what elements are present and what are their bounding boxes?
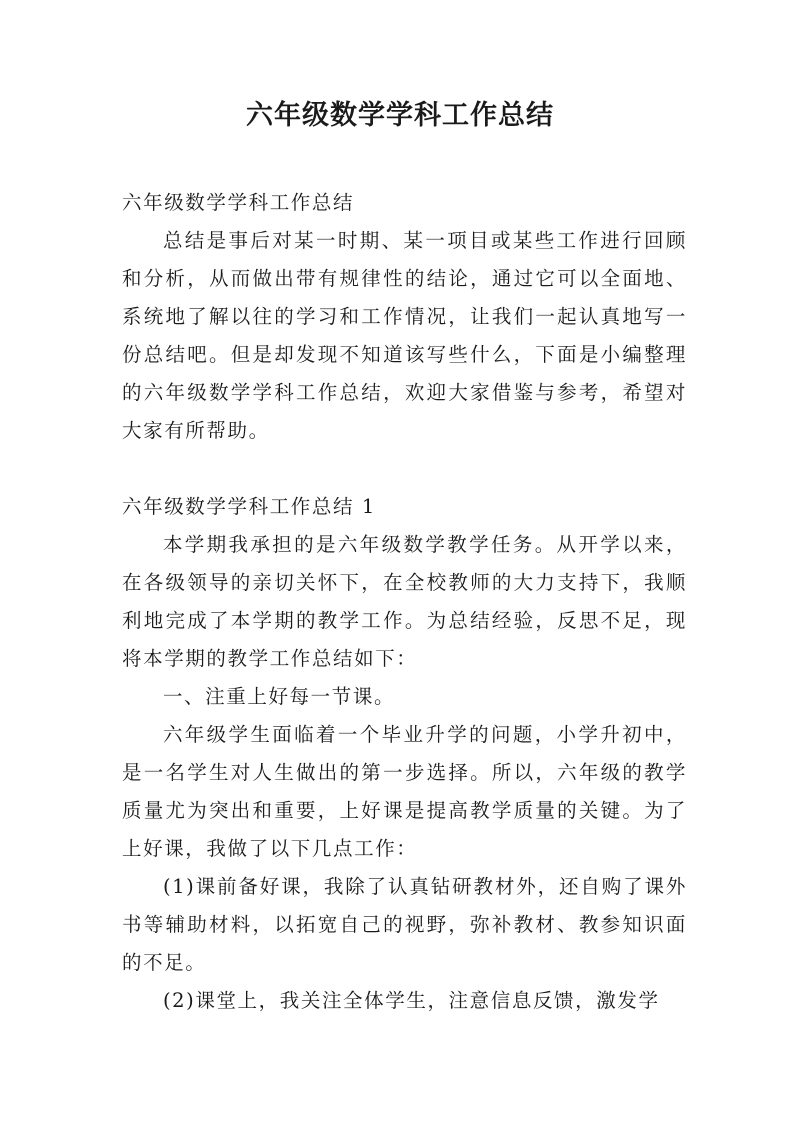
point-paragraph: 六年级学生面临着一个毕业升学的问题，小学升初中，是一名学生对人生做出的第一步选择。所以，六年级的教学质量尤为突出和重要，上好课是提高教学质量的关键。为了上好课，我做了以下几点工作： (122, 723, 687, 860)
document-subtitle: 六年级数学学科工作总结 (122, 191, 355, 214)
list-item: (1)课前备好课，我除了认真钻研教材外，还自购了课外书等辅助材料，以拓宽自己的视野，弥补教材、教参知识面的不足。 (122, 875, 687, 974)
section-heading: 六年级数学学科工作总结 1 (122, 495, 376, 518)
paragraph-gap (122, 450, 687, 488)
intro-paragraph: 总结是事后对某一时期、某一项目或某些工作进行回顾和分析，从而做出带有规律性的结论，通过它可以全面地、系统地了解以往的学习和工作情况，让我们一起认真地写一份总结吧。但是却发现不知道该写些什么，下面是小编整理的六年级数学学科工作总结，欢迎大家借鉴与参考，希望对大家有所帮助。 (122, 229, 687, 442)
list-item: (2)课堂上，我关注全体学生，注意信息反馈，激发学 (162, 989, 660, 1012)
section-paragraph: 本学期我承担的是六年级数学教学任务。从开学以来，在各级领导的亲切关怀下，在全校教师的大力支持下，我顺利地完成了本学期的教学工作。为总结经验，反思不足，现将本学期的教学工作总结如下： (122, 533, 687, 670)
document-title: 六年级数学学科工作总结 (246, 100, 554, 131)
point-heading: 一、注重上好每一节课。 (162, 685, 396, 708)
document-body (122, 184, 687, 1020)
